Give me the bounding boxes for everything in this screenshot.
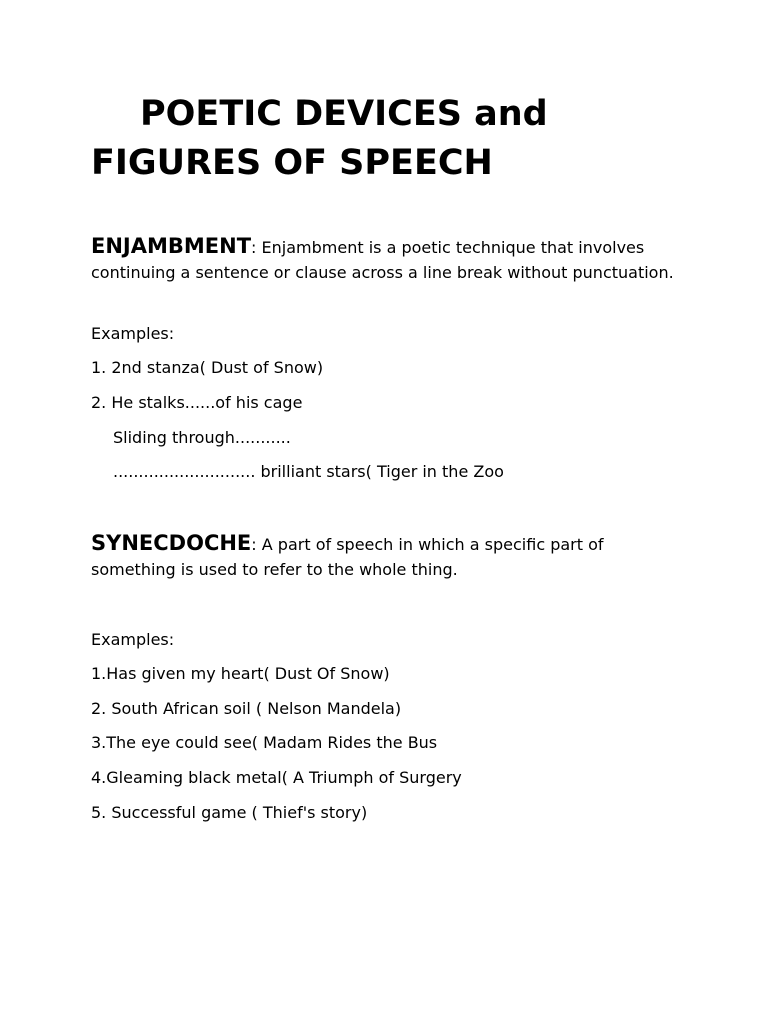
synecdoche-example-5: 5. Successful game ( Thief's story) xyxy=(91,803,368,822)
synecdoche-example-4: 4.Gleaming black metal( A Triumph of Surgery xyxy=(91,768,462,787)
enjambment-example-2-line-3: ............................ brilliant stars( Tiger in the Zoo xyxy=(113,462,504,481)
enjambment-example-1: 1. 2nd stanza( Dust of Snow) xyxy=(91,358,324,377)
synecdoche-definition: : A part of speech in which a specific part of something is used to refer to the whole thing. xyxy=(91,535,604,579)
page-title xyxy=(91,90,731,188)
enjambment-example-2-line-2: Sliding through........... xyxy=(113,428,291,447)
title-line-1: POETIC DEVICES and xyxy=(140,94,548,134)
title-line-2: FIGURES OF SPEECH xyxy=(91,143,493,183)
enjambment-definition-paragraph xyxy=(91,234,691,285)
synecdoche-examples-label: Examples: xyxy=(91,630,175,649)
enjambment-definition: : Enjambment is a poetic technique that involves continuing a sentence or clause across a line break without punctuation. xyxy=(91,238,674,282)
enjambment-example-2: 2. He stalks......of his cage xyxy=(91,393,303,412)
synecdoche-term: SYNECDOCHE xyxy=(91,531,252,555)
synecdoche-example-2: 2. South African soil ( Nelson Mandela) xyxy=(91,699,402,718)
enjambment-section xyxy=(91,234,691,285)
enjambment-examples-label: Examples: xyxy=(91,324,175,343)
synecdoche-section xyxy=(91,531,691,582)
synecdoche-definition-paragraph xyxy=(91,531,691,582)
synecdoche-example-1: 1.Has given my heart( Dust Of Snow) xyxy=(91,664,390,683)
enjambment-term: ENJAMBMENT xyxy=(91,234,252,258)
synecdoche-example-3: 3.The eye could see( Madam Rides the Bus xyxy=(91,733,438,752)
